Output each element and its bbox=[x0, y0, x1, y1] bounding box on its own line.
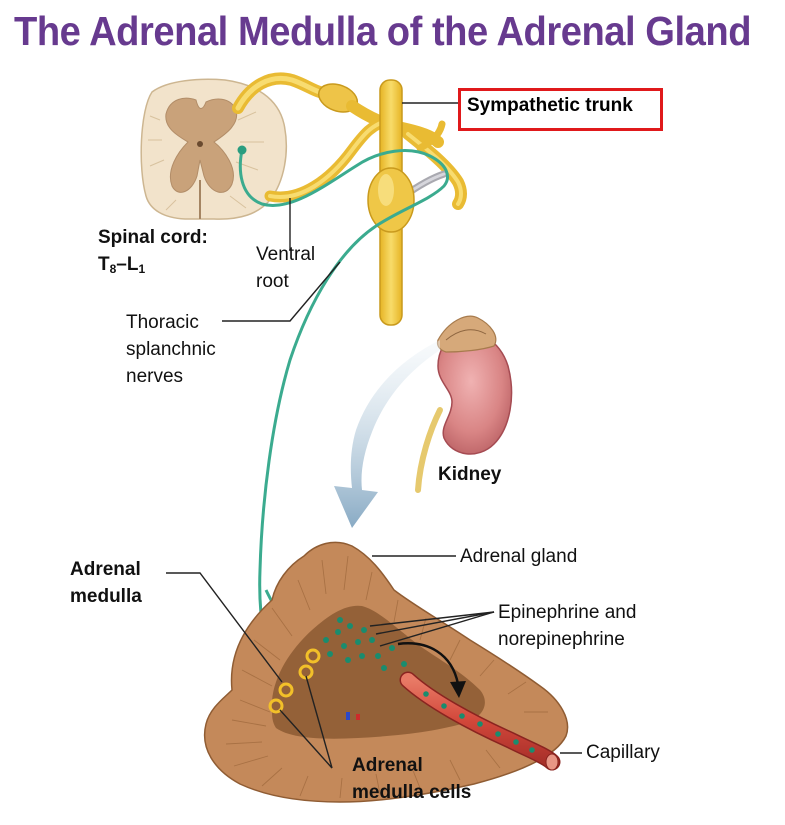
page-title: The Adrenal Medulla of the Adrenal Gland bbox=[14, 8, 752, 54]
ventral-root-label: Ventral root bbox=[256, 244, 316, 292]
adrenal-medulla-label: Adrenal medulla bbox=[70, 559, 142, 607]
adrenal-gland-label: Adrenal gland bbox=[460, 546, 578, 567]
epinephrine-label: Epinephrine and norepinephrine bbox=[498, 602, 637, 650]
spinal-cord-section bbox=[141, 79, 286, 219]
adrenal-medulla-cells-label: Adrenal medulla cells bbox=[352, 755, 472, 803]
spinal-cord-line1: Spinal cord: bbox=[98, 227, 208, 248]
kidney-label: Kidney bbox=[438, 464, 502, 485]
capillary-label: Capillary bbox=[586, 742, 660, 763]
spinal-cord-label bbox=[98, 224, 208, 283]
spinal-cord-segments: $T_8-L_1$ bbox=[98, 254, 146, 276]
magnify-arrow bbox=[334, 340, 440, 528]
sympathetic-trunk-label bbox=[458, 88, 663, 131]
sympathetic-trunk-text: Sympathetic trunk bbox=[467, 95, 633, 116]
cell-body-dot bbox=[238, 146, 247, 155]
thoracic-splanchnic-label: Thoracic splanchnic nerves bbox=[126, 312, 216, 387]
